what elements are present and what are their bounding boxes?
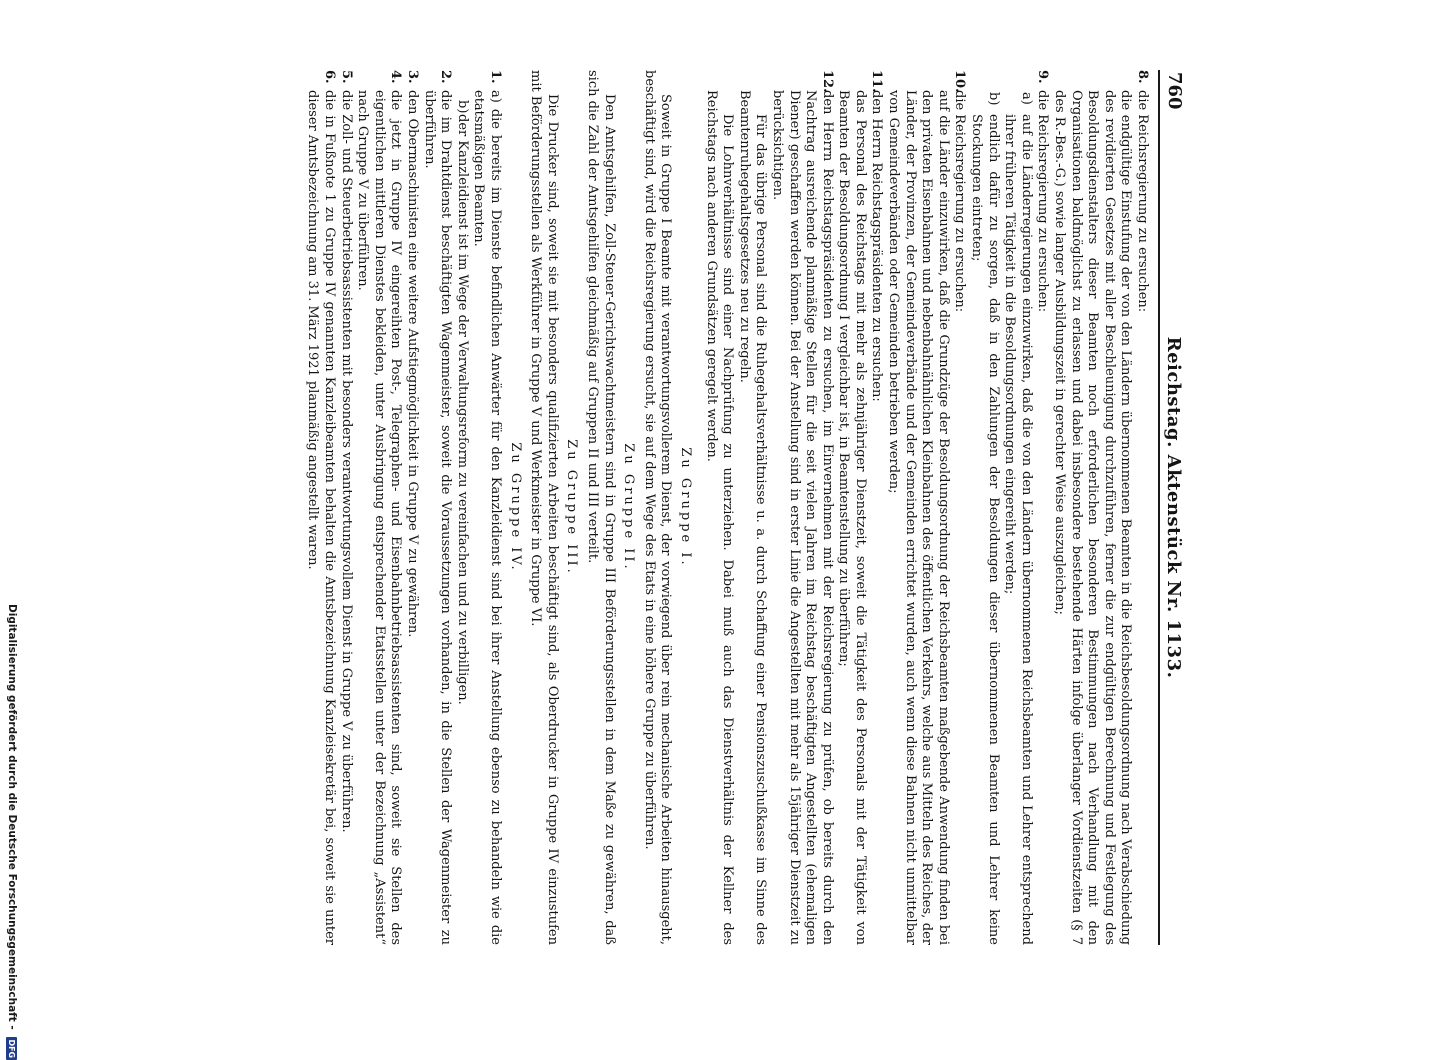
section-heading: Zu Gruppe II.	[621, 443, 637, 572]
list-item	[768, 70, 834, 945]
item-number: 1.	[488, 70, 504, 84]
section-text: Den Amtsgehilfen, Zoll-Steuer-Gerichtswachtmeistern sind in Gruppe III Beförderungsstellen in dem Maße zu gewähren, daß sich die Zahl der Amtsgehilfen gleichmäßig auf Gruppen II und III verteilt.	[585, 70, 617, 945]
item-text: die Zoll- und Steuerbetriebsassistenten mit besonders verantwortungsvollem Dienst in Gruppe V zu überführen.	[338, 90, 354, 833]
sub-item-letter: a)	[488, 90, 504, 103]
footer-text: Digitalisierung gefördert durch die Deutsche Forschungsgemeinschaft -	[6, 604, 18, 1030]
digitization-footer	[4, 604, 18, 1059]
item-text: den Obermaschinisten eine weitere Aufstiegmöglichkeit in Gruppe V zu gewähren.	[405, 90, 421, 638]
section-text: Die Drucker sind, soweit sie mit besonders qualifizierten Arbeiten beschäftigt sind, als Oberdrucker in Gruppe IV einzustufen mit Beförderungsstellen als Werkführer in Gruppe V und Werkmeister in Gruppe VI.	[528, 70, 560, 945]
sub-item-text: auf die Länderregierungen einzuwirken, daß die von den Ländern übernommenen Reichsbeamten und Lehrer entsprechend ihrer früheren Tätigkeit in die Besoldungsordnungen eingereiht werden;	[1002, 114, 1034, 945]
item-text: den Herrn Reichstagspräsidenten zu ersuchen:	[869, 90, 885, 402]
sub-item-text: die bereits im Dienste befindlichen Anwärter für den Kanzleidienst sind bei ihrer Anstellung ebenso zu behandeln wie die etatsmäßigen Beamten.	[471, 90, 504, 945]
sub-item	[967, 70, 1000, 945]
sub-item	[1001, 70, 1034, 945]
item-body: auf die Länder einzuwirken, daß die Grundzüge der Besoldungsordnung der Reichsbeamten maßgebende Anwendung finden bei den privaten Eisenbahnen und nebenbahnähnlichen Kleinbahnen des öffentlichen Verkehrs, welche aus Mitteln des Reiches, der Länder, der Provinzen, der Gemeindeverbände und der Gemeinden errichtet wurden, auch wenn diese Bahnen nicht unmittelbar von Gemeindeverbänden oder Gemeinden betrieben werden;	[886, 90, 951, 945]
item-number: 6.	[322, 70, 338, 84]
item-text: die Reichsregierung zu ersuchen:	[952, 90, 968, 313]
section-heading: Zu Gruppe I.	[677, 447, 693, 568]
list-item	[337, 70, 354, 945]
item-number: 10.	[952, 70, 968, 93]
list-item	[420, 70, 453, 945]
item-text: die Reichsregierung zu ersuchen:	[1135, 90, 1150, 313]
item-number: 4.	[388, 70, 404, 84]
sub-item-letter: b)	[985, 92, 1001, 106]
item-number: 9.	[1035, 70, 1051, 84]
list-item	[1034, 70, 1051, 945]
item-text: die jetzt in Gruppe IV eingereihten Post-, Telegraphen- und Eisenbahnbetriebsassistenten sind, soweit sie Stellen des eigentlichen mittleren Dienstes bekleiden, unter Ausbringung entsprechender Etatsstellen unter der Bezeichnung „Assistent“ nach Gruppe V zu überführen.	[355, 90, 404, 945]
item-number: 11.	[869, 70, 885, 93]
item-text: die im Drahtdienst beschäftigten Wagenmeister, soweit die Voraussetzungen vorhanden, in die Stellen der Wagenmeister zu überführen.	[421, 90, 454, 945]
item-number: 8.	[1135, 70, 1150, 84]
list-item	[304, 70, 337, 945]
list-item	[470, 70, 503, 945]
sub-item	[453, 70, 470, 945]
section-text: Soweit in Gruppe I Beamte mit verantwortungsvollerem Dienst, der vorwiegend über rein mechanische Arbeiten hinausgeht, beschäftigt sind, wird die Reichsregierung ersucht, sie auf dem Wege des Etats in eine höhere Gruppe zu überführen.	[641, 70, 674, 945]
item-text: die Reichsregierung zu ersuchen:	[1035, 90, 1051, 313]
item-paragraph: Für das übrige Personal sind die Ruhegehaltsverhältnisse u. a. durch Schaffung einer Pensionszuschußkasse im Sinne des Beamtenruhegehaltsgesetzes neu zu regeln.	[736, 90, 769, 945]
document-page	[0, 35, 1185, 965]
sub-item-text: endlich dafür zu sorgen, daß in den Zahlungen der Besoldungen dieser übernommenen Beamten und Lehrer keine Stockungen eintreten;	[969, 114, 1001, 945]
sub-item-letter: a)	[1018, 92, 1034, 105]
item-number: 12.	[819, 70, 835, 93]
item-text: die in Fußnote 1 zu Gruppe IV genannten Kanzleibeamten behalten die Amtsbezeichnung Kanzleisekretär bei, soweit sie unter dieser Amtsbezeichnung am 31. März 1921 planmäßig angestellt waren.	[305, 90, 338, 945]
list-item	[868, 70, 885, 945]
item-body: die endgültige Einstufung der von den Ländern übernommenen Beamten in die Reichsbesoldungsordnung nach Verabschiedung des revidierten Gesetzes mit aller Beschleunigung durchzuführen, ferner die zur endgültigen Berechnung und Festlegung des Besoldungsdienstalters dieser Beamten noch erforderlichen besonderen Bestimmungen nach Verhandlung mit den Organisationen baldmöglichst zu erlassen und dabei insbesondere bestehende Härten infolge überlanger Vordienstzeiten (§ 7 des R.-Bes.-G.) sowie langer Ausbildungszeit in gerechter Weise auszugleichen;	[1052, 90, 1134, 945]
page-title: Reichstag. Aktenstück Nr. 1133.	[1163, 336, 1184, 679]
dfg-logo: DFG	[7, 1039, 17, 1059]
item-number: 2.	[438, 70, 454, 84]
section-heading: Zu Gruppe IV.	[507, 442, 523, 573]
list-item	[354, 70, 404, 945]
item-body: das Personal des Reichstags mit mehr als zehnjähriger Dienstzeit, soweit die Tätigkeit des Personals mit der Tätigkeit von Beamten der Besoldungsordnung I vergleichbar ist, in Beamtenstellung zu überführen;	[836, 90, 868, 945]
item-number: 5.	[338, 70, 354, 84]
list-item	[1133, 70, 1150, 945]
list-item	[951, 70, 968, 945]
sub-item-letter: b)	[454, 100, 470, 114]
sub-item-text: der Kanzleidienst ist im Wege der Verwaltungsreform zu vereinfachen und zu verbilligen.	[454, 114, 470, 705]
item-text: den Herrn Reichstagspräsidenten zu ersuchen, im Einvernehmen mit der Reichsregierung zu prüfen, ob bereits durch den Nachtrag ausreichende planmäßige Stellen für die seit vielen Jahren im Reichstag beschäftigten Angestellten (ehemaligen Diener) geschaffen werden können. Bei der Anstellung sind in erster Linie die Angestellten mit mehr als 15jähriger Dienstzeit zu berücksichtigen.	[769, 90, 835, 945]
page-header	[1158, 70, 1185, 945]
item-number: 3.	[405, 70, 421, 84]
item-paragraph: Die Lohnverhältnisse sind einer Nachprüfung zu unterziehen. Dabei muß auch das Dienstverhältnis der Kellner des Reichstags nach anderen Grundsätzen geregelt werden.	[703, 90, 736, 945]
section-heading: Zu Gruppe III.	[564, 439, 580, 576]
page-number: 760	[1164, 72, 1185, 110]
list-item	[403, 70, 420, 945]
